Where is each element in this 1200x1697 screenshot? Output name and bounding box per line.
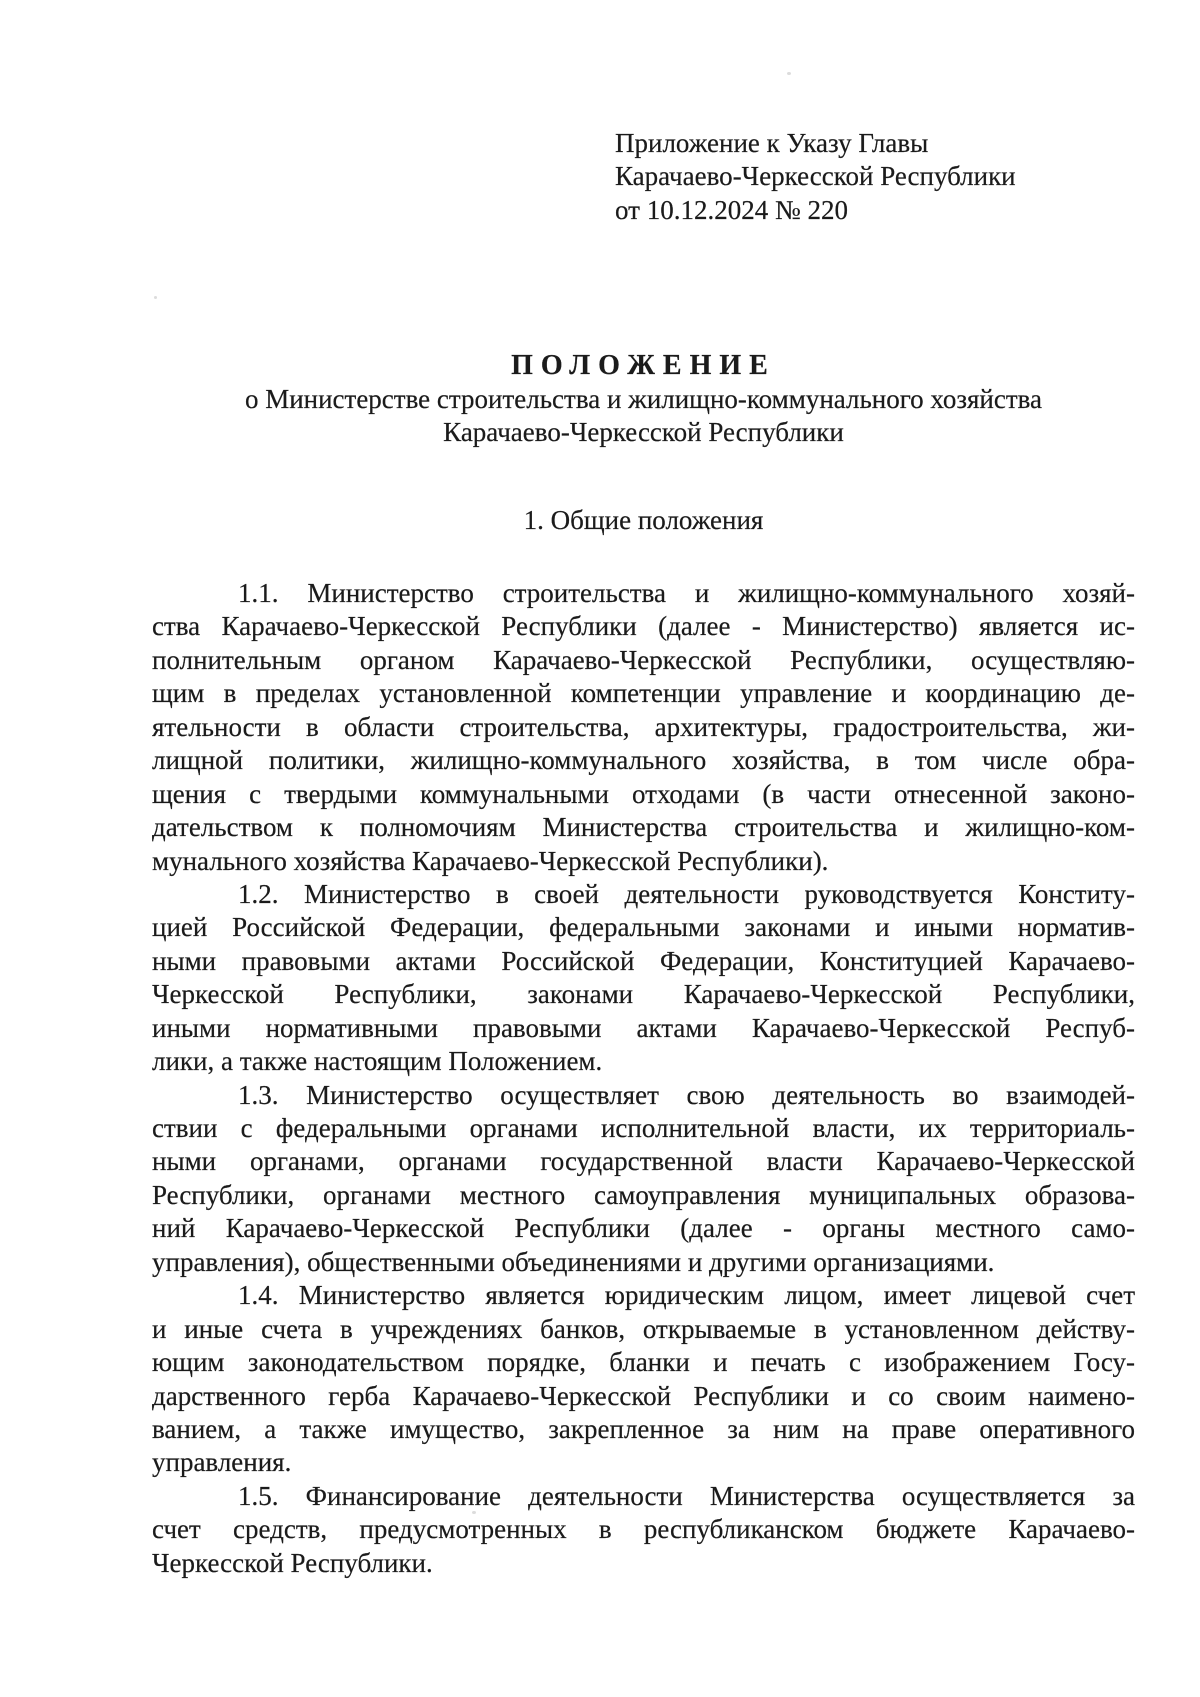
text-line: 1.3. Министерство осуществляет свою деятельность во взаимодей- — [238, 1079, 1135, 1110]
text-line: ванием, а также имущество, закрепленное за ним на праве оперативного — [152, 1413, 1135, 1444]
text-line: Черкесской Республики. — [152, 1547, 433, 1578]
text-line: ства Карачаево-Черкесской Республики (далее - Министерство) является ис- — [152, 611, 1135, 642]
text-line: ятельности в области строительства, архитектуры, градостроительства, жи- — [152, 711, 1135, 742]
text-line: и иные счета в учреждениях банков, открываемые в установленном действу- — [152, 1313, 1135, 1344]
appendix-line: Карачаево-Черкесской Республики — [615, 161, 1016, 192]
text-line: щим в пределах установленной компетенции управление и координацию де- — [152, 678, 1135, 709]
scan-speck — [787, 72, 791, 75]
text-line: дарственного герба Карачаево-Черкесской Республики и со своим наимено- — [152, 1380, 1135, 1411]
text-line: ствии с федеральными органами исполнительной власти, их территориаль- — [152, 1113, 1135, 1143]
text-line: управления), общественными объединениями и другими организациями. — [152, 1246, 995, 1277]
section-heading: 1. Общие положения — [523, 505, 764, 535]
text-line: 1.5. Финансирование деятельности Министерства осуществляется за — [238, 1480, 1135, 1511]
text-line: 1.4. Министерство является юридическим лицом, имеет лицевой счет — [238, 1280, 1135, 1311]
appendix-note — [615, 127, 1016, 227]
document-subtitle-line: о Министерстве строительства и жилищно-коммунального хозяйства — [244, 383, 1043, 414]
text-line: счет средств, предусмотренных в республиканском бюджете Карачаево- — [152, 1514, 1135, 1545]
scan-speck — [472, 1511, 476, 1514]
document-body — [152, 577, 1135, 1580]
text-line: управления. — [152, 1447, 292, 1478]
document-subtitle-line: Карачаево-Черкесской Республики — [443, 417, 844, 447]
text-line: 1.1. Министерство строительства и жилищно-коммунального хозяй- — [238, 578, 1135, 608]
appendix-line: Приложение к Указу Главы — [615, 128, 929, 158]
text-line: щения с твердыми коммунальными отходами (в части отнесенной законо- — [152, 778, 1135, 809]
text-line: мунального хозяйства Карачаево-Черкесской Республики). — [152, 845, 829, 876]
text-line: цией Российской Федерации, федеральными законами и иными норматив- — [152, 912, 1135, 943]
text-line: Республики, органами местного самоуправления муниципальных образова- — [152, 1179, 1135, 1210]
text-line: ными органами, органами государственной власти Карачаево-Черкесской — [152, 1146, 1135, 1177]
document-title: ПОЛОЖЕНИЕ — [511, 350, 776, 381]
appendix-line: от 10.12.2024 № 220 — [615, 194, 848, 225]
text-line: 1.2. Министерство в своей деятельности руководствуется Конститу- — [238, 878, 1135, 909]
text-line: ющим законодательством порядке, бланки и печать с изображением Госу- — [152, 1347, 1135, 1378]
text-line: полнительным органом Карачаево-Черкесской Республики, осуществляю- — [152, 644, 1135, 675]
title-block — [152, 349, 1135, 450]
text-line: Черкесской Республики, законами Карачаево-Черкесской Республики, — [152, 979, 1135, 1010]
text-line: ными правовыми актами Российской Федерации, Конституцией Карачаево- — [152, 945, 1135, 976]
text-line: иными нормативными правовыми актами Карачаево-Черкесской Респуб- — [152, 1012, 1135, 1043]
text-line: дательством к полномочиям Министерства строительства и жилищно-ком- — [152, 812, 1135, 843]
text-line: лищной политики, жилищно-коммунального хозяйства, в том числе обра- — [152, 745, 1135, 776]
scan-speck — [154, 296, 157, 299]
text-line: ний Карачаево-Черкесской Республики (далее - органы местного само- — [152, 1213, 1135, 1244]
text-line: лики, а также настоящим Положением. — [152, 1046, 603, 1077]
